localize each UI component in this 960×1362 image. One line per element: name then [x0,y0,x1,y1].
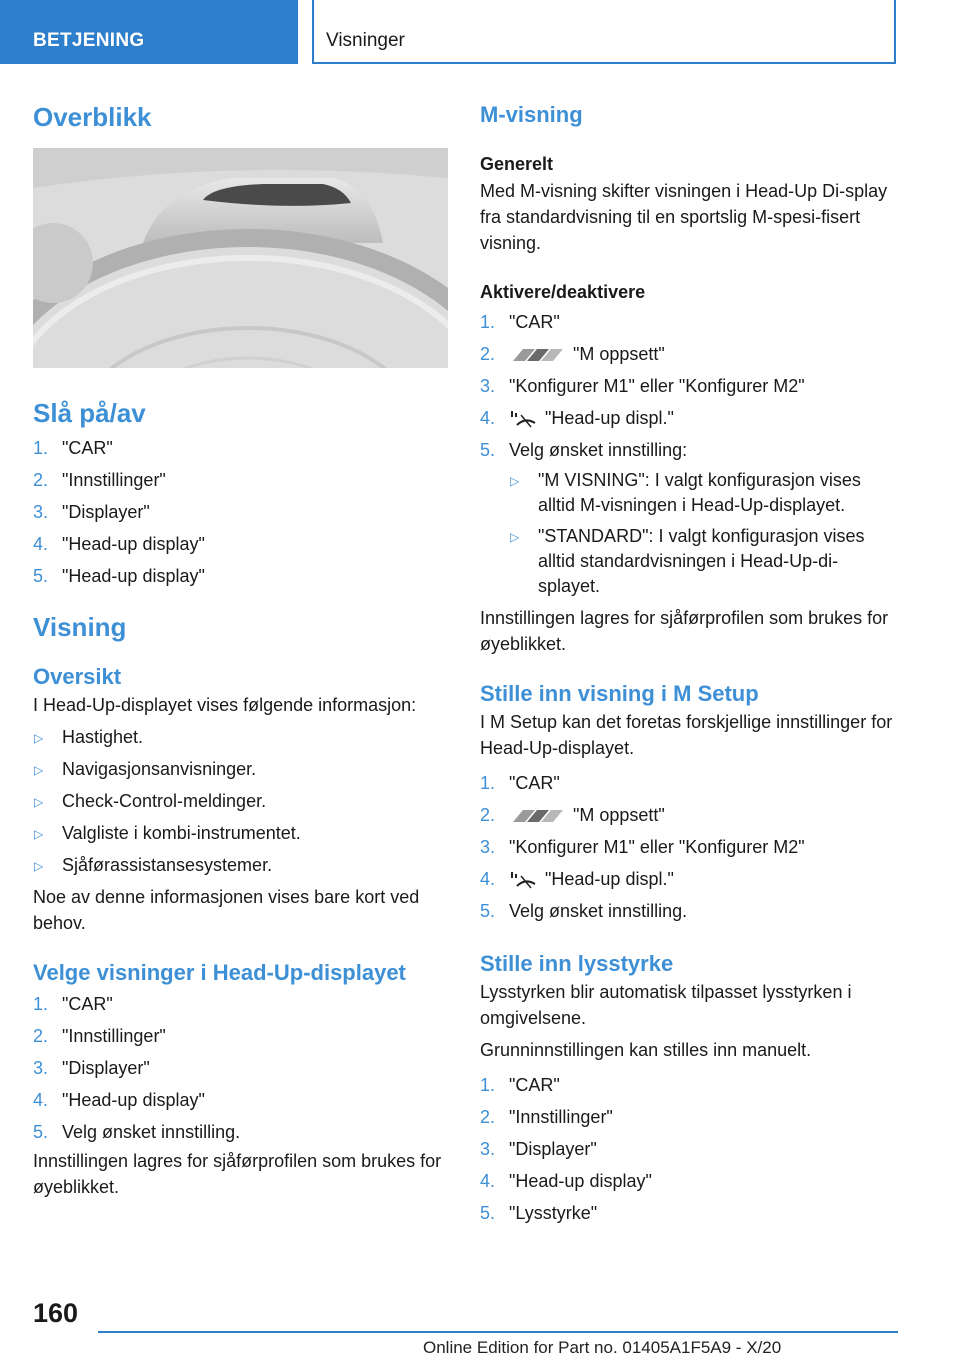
triangle-bullet-icon: ▷ [34,827,44,841]
list-item: 4. "Head-up display" [33,1090,205,1110]
list-item: 1. "CAR" [480,773,560,793]
dashboard-illustration [33,148,448,368]
footer-divider [98,1331,898,1333]
summary-heading: Oversikt [33,664,122,689]
m-stripes-icon [509,347,565,363]
list-item: 3. "Displayer" [33,502,150,522]
list-item: 1. "CAR" [33,994,113,1014]
list-item: 5. Velg ønsket innstilling. [33,1122,241,1142]
chapter-header [312,0,896,64]
triangle-bullet-icon: ▷ [34,731,44,745]
list-item: 3. "Displayer" [33,1058,150,1078]
list-item: ▷ Hastighet. [33,724,448,750]
general-text: Med M-visning skifter visningen i Head-Up Di-splay fra standardvisning til en sportslig M-spesi-fisert visning. [480,181,888,253]
m-view-heading: M-visning [480,102,583,127]
summary-note: Noe av denne informasjonen vises bare kort ved behov. [33,887,420,933]
list-item: ▷ "M VISNING": I valgt konfigurasjon vises alltid M-visningen i Head-Up-displayet. [510,470,861,515]
list-item: 2. "Innstillinger" [33,470,166,490]
page-number: 160 [33,1298,79,1328]
list-item: 4. "Head-up display" [480,1171,652,1191]
right-column [480,100,900,1229]
activate-sub-bullets [480,468,900,599]
triangle-bullet-icon: ▷ [34,795,44,809]
left-column [33,100,448,1200]
brightness-heading: Stille inn lysstyrke [480,951,674,976]
activate-note: Innstillingen lagres for sjåførprofilen som brukes for øyeblikket. [480,608,889,654]
list-item: 1. "CAR" [480,312,560,332]
summary-intro: I Head-Up-displayet vises følgende informasjon: [33,695,417,715]
triangle-bullet-icon: ▷ [510,474,520,488]
edition-text: Online Edition for Part no. 01405A1F5A9 - X/20 [423,1338,782,1357]
overview-heading: Overblikk [33,102,152,132]
list-item: ▷ Valgliste i kombi-instrumentet. [33,820,448,846]
setup-steps [480,767,900,927]
list-item: ▷ Navigasjonsanvisninger. [33,756,448,782]
head-up-display-icon [509,870,537,890]
setup-heading: Stille inn visning i M Setup [480,681,759,706]
triangle-bullet-icon: ▷ [34,859,44,873]
setup-intro: I M Setup kan det foretas forskjellige innstillinger for Head-Up-displayet. [480,712,893,758]
summary-bullets [33,724,448,878]
brightness-note: Grunninnstillingen kan stilles inn manuelt. [480,1040,812,1060]
list-item: ▷ Check-Control-meldinger. [33,788,448,814]
list-item: 3. "Displayer" [480,1139,597,1159]
list-item: 4. "Head-up displ." [480,408,674,428]
triangle-bullet-icon: ▷ [34,763,44,777]
list-item: 3. "Konfigurer M1" eller "Konfigurer M2" [480,376,805,396]
select-heading: Velge visninger i Head-Up-displayet [33,960,406,985]
chapter-title: Visninger [326,30,405,51]
on-off-steps [33,432,448,592]
display-heading: Visning [33,612,127,642]
list-item: 5. Velg ønsket innstilling: [480,440,688,460]
activate-heading: Aktivere/deaktivere [480,282,646,302]
list-item: 5. "Head-up display" [33,566,205,586]
head-up-display-photo [33,148,448,368]
list-item: 1. "CAR" [480,1075,560,1095]
list-item: 3. "Konfigurer M1" eller "Konfigurer M2" [480,837,805,857]
triangle-bullet-icon: ▷ [510,530,520,544]
on-off-heading: Slå på/av [33,398,146,428]
section-tab [0,0,298,64]
m-stripes-icon [509,808,565,824]
select-note: Innstillingen lagres for sjåførprofilen som brukes for øyeblikket. [33,1151,442,1197]
list-item: ▷ Sjåførassistansesystemer. [33,852,448,878]
list-item: 2. "M oppsett" [480,805,665,825]
list-item: 1. "CAR" [33,438,113,458]
section-label: BETJENING [33,30,145,51]
head-up-display-icon [509,409,537,429]
list-item: 4. "Head-up display" [33,534,205,554]
list-item: 5. Velg ønsket innstilling. [480,901,688,921]
brightness-steps [480,1069,900,1229]
general-heading: Generelt [480,154,554,174]
list-item: 2. "Innstillinger" [480,1107,613,1127]
list-item: ▷ "STANDARD": I valgt konfigurasjon vises alltid standardvisningen i Head-Up-di-splayet. [510,526,865,596]
activate-steps [480,306,900,466]
select-steps [33,988,448,1148]
list-item: 4. "Head-up displ." [480,869,674,889]
brightness-intro: Lysstyrken blir automatisk tilpasset lysstyrken i omgivelsene. [480,982,852,1028]
list-item: 2. "Innstillinger" [33,1026,166,1046]
list-item: 5. "Lysstyrke" [480,1203,598,1223]
list-item: 2. "M oppsett" [480,344,665,364]
